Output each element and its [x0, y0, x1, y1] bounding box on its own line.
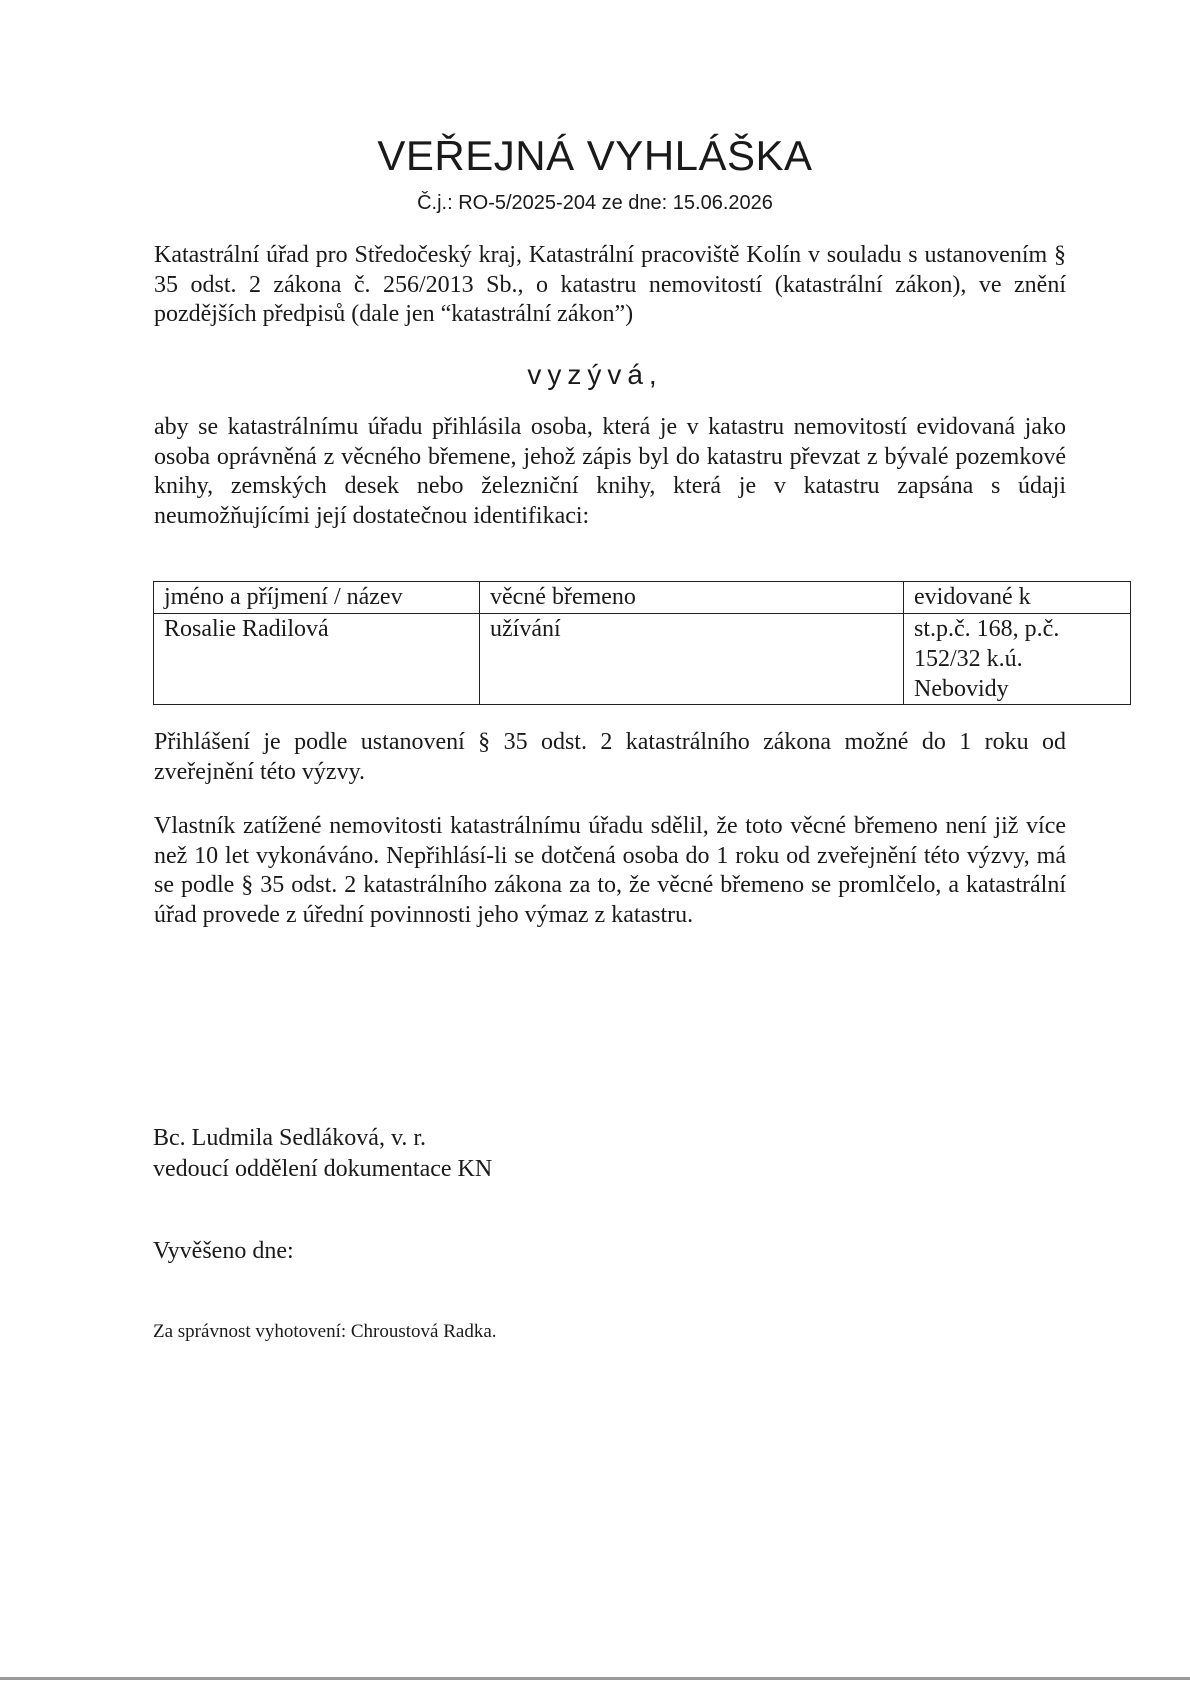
- intro-paragraph: Katastrální úřad pro Středočeský kraj, Katastrální pracoviště Kolín v souladu s ustanovením § 35 odst. 2 zákona č. 256/2013 Sb., o katastru nemovitostí (katastrální zákon), ve znění pozdějších předpisů (dale jen “katastrální zákon”): [154, 242, 1066, 327]
- correctness-note: Za správnost vyhotovení: Chroustová Radka.: [153, 1321, 497, 1342]
- table-header-name: jméno a příjmení / název: [154, 582, 480, 614]
- table-cell-registered-to: st.p.č. 168, p.č. 152/32 k.ú. Nebovidy: [904, 614, 1131, 705]
- table-header-row: [154, 582, 1131, 614]
- owner-statement-paragraph: Vlastník zatížené nemovitosti katastrálnímu úřadu sdělil, že toto věcné břemeno není již více než 10 let vykonáváno. Nepřihlásí-li se dotčená osoba do 1 roku od zveřejnění této výzvy, má se podle § 35 odst. 2 katastrálního zákona za to, že věcné břemeno se promlčelo, a katastrální úřad provede z úřední povinnosti jeho výmaz z katastru.: [154, 813, 1066, 928]
- table-row: [154, 614, 1131, 705]
- document-title: VEŘEJNÁ VYHLÁŠKA: [377, 132, 813, 179]
- table-cell-easement: užívání: [480, 614, 904, 705]
- table-cell-name: Rosalie Radilová: [154, 614, 480, 705]
- posted-date-label: Vyvěšeno dne:: [153, 1238, 294, 1264]
- table-header-registered-to: evidované k: [904, 582, 1131, 614]
- page-bottom-rule: [0, 1677, 1190, 1680]
- signatory-name: Bc. Ludmila Sedláková, v. r.: [153, 1125, 427, 1151]
- easement-table: [153, 581, 1131, 705]
- table-header-easement: věcné břemeno: [480, 582, 904, 614]
- call-to-action-heading: vyzývá,: [527, 359, 663, 390]
- signature-block: [153, 1123, 492, 1185]
- deadline-paragraph: Přihlášení je podle ustanovení § 35 odst. 2 katastrálního zákona možné do 1 roku od zveřejnění této výzvy.: [154, 729, 1066, 785]
- reference-number: Č.j.: RO-5/2025-204 ze dne: 15.06.2026: [417, 192, 773, 214]
- request-paragraph: aby se katastrálnímu úřadu přihlásila osoba, která je v katastru nemovitostí evidovaná jako osoba oprávněná z věcného břemene, jehož zápis byl do katastru převzat z bývalé pozemkové knihy, zemských desek nebo železniční knihy, která je v katastru zapsána s údaji neumožňujícími její dostatečnou identifikaci:: [154, 414, 1066, 529]
- signatory-position: vedoucí oddělení dokumentace KN: [153, 1156, 493, 1182]
